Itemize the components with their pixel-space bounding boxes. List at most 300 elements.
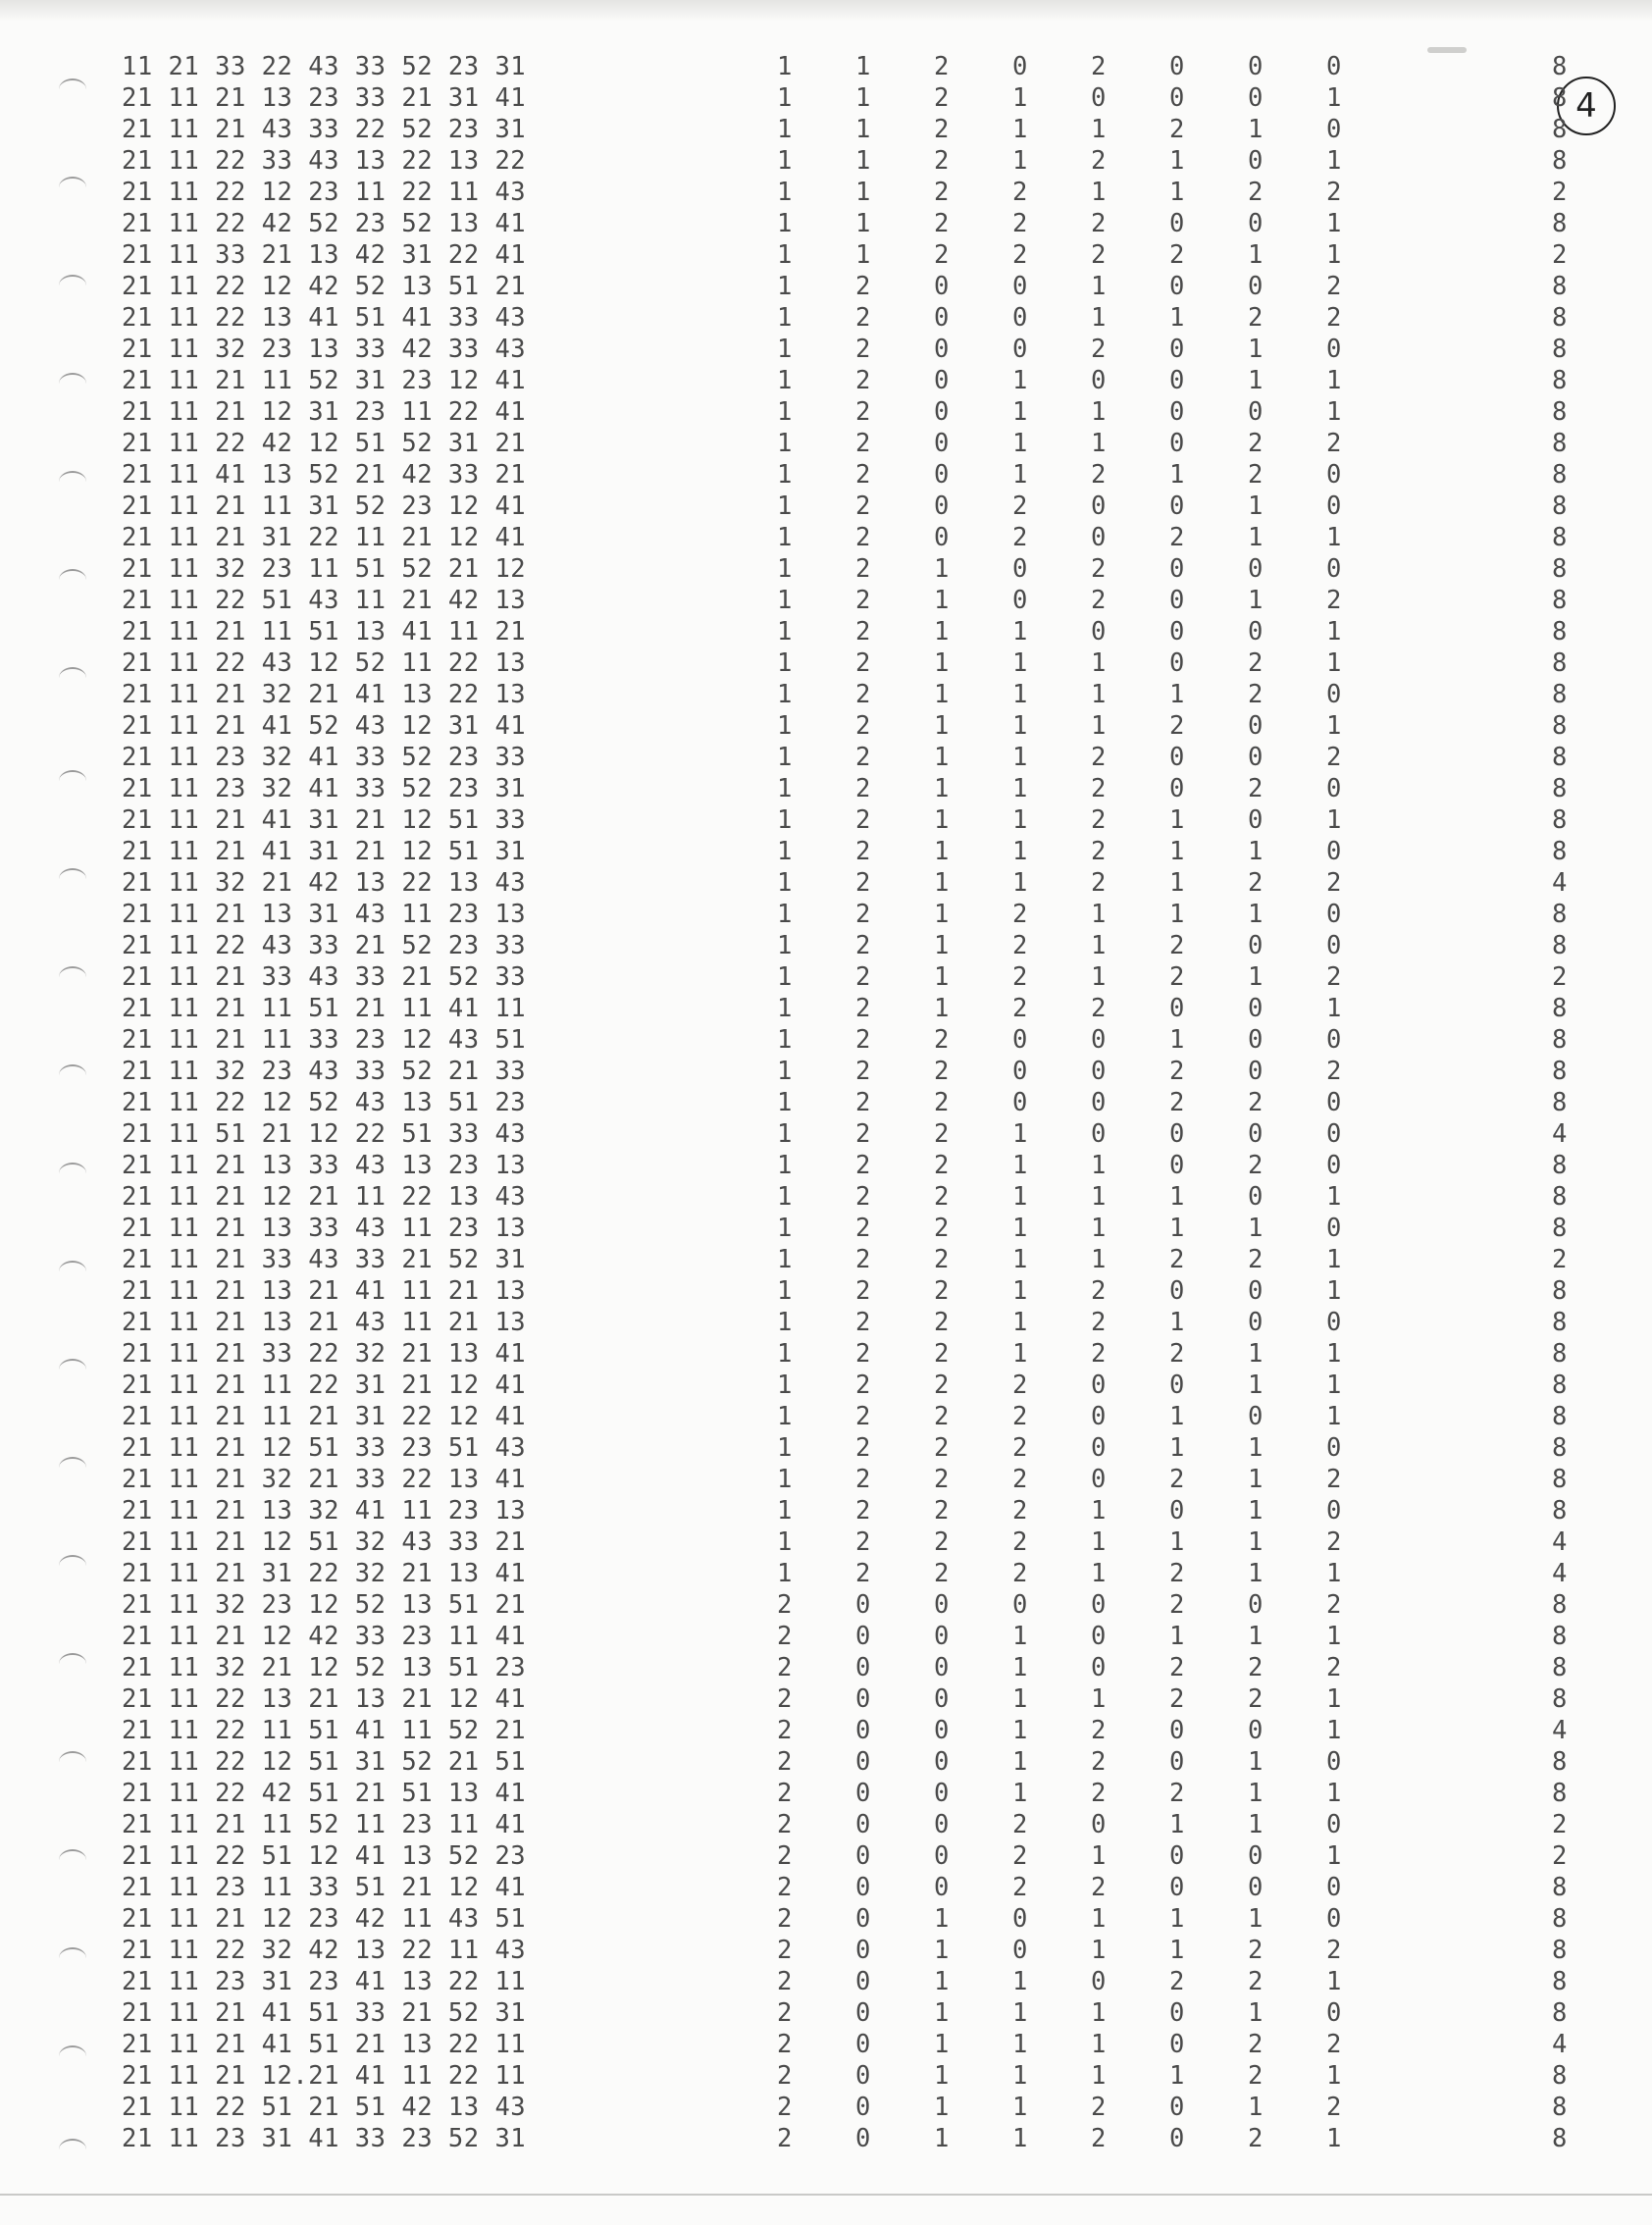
row-codes: 21 11 22 12 51 31 52 21 51 — [122, 1747, 527, 1777]
row-group-value: 1 — [777, 711, 793, 741]
row-group-value: 0 — [1169, 1496, 1185, 1526]
table-row — [122, 334, 1591, 365]
row-codes: 21 11 21 32 21 33 22 13 41 — [122, 1465, 527, 1494]
row-group-value: 2 — [777, 1716, 793, 1745]
row-codes: 21 11 32 23 13 33 42 33 43 — [122, 335, 527, 364]
row-group-value: 0 — [1326, 837, 1342, 866]
table-row — [122, 2123, 1591, 2154]
row-group-value: 0 — [934, 303, 950, 333]
row-group-value: 1 — [1326, 1276, 1342, 1306]
row-group-value: 0 — [934, 1747, 950, 1777]
row-group-value: 2 — [855, 1465, 871, 1494]
row-score: 8 — [1552, 1025, 1568, 1055]
row-score: 8 — [1552, 115, 1568, 144]
row-group-value: 1 — [777, 1057, 793, 1086]
row-codes: 21 11 21 12.21 41 11 22 11 — [122, 2061, 527, 2091]
row-score: 4 — [1552, 1119, 1568, 1149]
row-group-value: 0 — [1012, 554, 1028, 584]
row-group-value: 2 — [934, 1182, 950, 1212]
row-group-value: 2 — [934, 1057, 950, 1086]
row-group-value: 0 — [1169, 1151, 1185, 1180]
row-group-value: 2 — [934, 1245, 950, 1274]
row-group-value: 1 — [1326, 1622, 1342, 1651]
row-group-value: 1 — [1012, 837, 1028, 866]
row-group-value: 0 — [934, 1716, 950, 1745]
row-group-value: 0 — [855, 1684, 871, 1714]
row-spacer — [1405, 1150, 1552, 1181]
row-spacer — [1405, 428, 1552, 459]
row-group-value: 1 — [1012, 1339, 1028, 1369]
row-group-value: 1 — [1091, 711, 1107, 741]
row-group-value: 2 — [1091, 52, 1107, 81]
table-row — [122, 1683, 1591, 1715]
row-group-value: 2 — [1169, 1057, 1185, 1086]
row-score: 8 — [1552, 209, 1568, 238]
table-row — [122, 1244, 1591, 1275]
row-group-value: 0 — [934, 1873, 950, 1902]
row-spacer — [1405, 961, 1552, 993]
row-group-value: 1 — [1091, 1904, 1107, 1934]
row-spacer — [1405, 1495, 1552, 1526]
row-group-value: 1 — [777, 617, 793, 647]
row-group-value: 0 — [1248, 1841, 1264, 1871]
row-group-value: 2 — [1169, 240, 1185, 270]
row-group-value: 0 — [1248, 1873, 1264, 1902]
row-group-value: 2 — [1326, 2093, 1342, 2122]
row-spacer — [1405, 1840, 1552, 1872]
row-score: 8 — [1552, 805, 1568, 835]
row-group-value: 1 — [1248, 1622, 1264, 1651]
row-score: 8 — [1552, 1276, 1568, 1306]
row-group-value: 1 — [1326, 2061, 1342, 2091]
row-group-value: 1 — [777, 1339, 793, 1369]
row-group-value: 0 — [1248, 711, 1264, 741]
row-group-value: 1 — [1248, 1496, 1264, 1526]
row-group-value: 1 — [777, 492, 793, 521]
row-group-value: 0 — [1169, 617, 1185, 647]
row-group-value: 1 — [934, 617, 950, 647]
row-group-value: 0 — [934, 492, 950, 521]
row-group-value: 1 — [777, 1151, 793, 1180]
row-codes: 21 11 41 13 52 21 42 33 21 — [122, 460, 527, 490]
row-group-value: 2 — [1091, 2124, 1107, 2153]
row-group-value: 1 — [1091, 931, 1107, 960]
row-score: 2 — [1552, 962, 1568, 992]
row-group-value: 2 — [934, 1151, 950, 1180]
table-row — [122, 1840, 1591, 1872]
row-group-value: 0 — [1091, 366, 1107, 395]
row-group-value: 1 — [777, 868, 793, 898]
row-group-value: 1 — [1091, 1841, 1107, 1871]
punch-hole-icon — [59, 1457, 86, 1478]
row-group-value: 0 — [1248, 994, 1264, 1023]
table-row — [122, 679, 1591, 710]
row-codes: 21 11 22 51 43 11 21 42 13 — [122, 586, 527, 615]
table-row — [122, 1024, 1591, 1056]
row-group-value: 2 — [1091, 1276, 1107, 1306]
row-group-value: 1 — [1326, 1684, 1342, 1714]
row-group-value: 2 — [855, 303, 871, 333]
row-group-value: 0 — [1169, 554, 1185, 584]
row-group-value: 2 — [1326, 1465, 1342, 1494]
row-group-value: 1 — [777, 52, 793, 81]
row-group-value: 2 — [1091, 146, 1107, 176]
row-group-value: 1 — [777, 994, 793, 1023]
row-group-value: 2 — [855, 335, 871, 364]
row-spacer — [1405, 396, 1552, 428]
row-group-value: 2 — [934, 1088, 950, 1117]
row-spacer — [1405, 1087, 1552, 1118]
row-group-value: 1 — [777, 774, 793, 803]
row-group-value: 1 — [1012, 1716, 1028, 1745]
row-spacer — [1405, 1275, 1552, 1307]
row-codes: 21 11 21 13 33 43 11 23 13 — [122, 1214, 527, 1243]
table-row — [122, 710, 1591, 742]
row-codes: 21 11 21 41 51 21 13 22 11 — [122, 2030, 527, 2059]
table-row — [122, 1181, 1591, 1213]
row-group-value: 2 — [934, 1527, 950, 1557]
row-group-value: 2 — [777, 2124, 793, 2153]
table-row — [122, 1401, 1591, 1432]
row-group-value: 0 — [934, 429, 950, 458]
row-group-value: 0 — [1091, 1119, 1107, 1149]
row-group-value: 2 — [1091, 554, 1107, 584]
row-spacer — [1405, 1464, 1552, 1495]
row-group-value: 1 — [1091, 648, 1107, 678]
table-row — [122, 1903, 1591, 1935]
row-group-value: 0 — [934, 1779, 950, 1808]
row-group-value: 1 — [777, 1402, 793, 1431]
row-group-value: 2 — [1248, 1088, 1264, 1117]
row-group-value: 2 — [934, 1559, 950, 1588]
row-group-value: 1 — [1091, 1998, 1107, 2028]
row-group-value: 1 — [1012, 617, 1028, 647]
row-group-value: 2 — [1248, 2030, 1264, 2059]
row-group-value: 1 — [1091, 1559, 1107, 1588]
row-group-value: 0 — [1326, 1810, 1342, 1839]
row-group-value: 1 — [777, 178, 793, 207]
row-spacer — [1405, 1621, 1552, 1652]
row-group-value: 1 — [1248, 1527, 1264, 1557]
row-group-value: 0 — [1248, 554, 1264, 584]
punch-hole-icon — [59, 78, 86, 100]
row-group-value: 2 — [855, 617, 871, 647]
row-group-value: 1 — [1012, 711, 1028, 741]
row-group-value: 1 — [1326, 1371, 1342, 1400]
row-score: 8 — [1552, 460, 1568, 490]
row-group-value: 2 — [934, 1433, 950, 1463]
row-group-value: 2 — [1248, 1684, 1264, 1714]
row-codes: 21 11 22 51 12 41 13 52 23 — [122, 1841, 527, 1871]
row-group-value: 2 — [1169, 1245, 1185, 1274]
row-group-value: 2 — [1169, 931, 1185, 960]
row-group-value: 1 — [855, 209, 871, 238]
row-group-value: 0 — [1169, 994, 1185, 1023]
row-group-value: 1 — [1248, 1371, 1264, 1400]
row-group-value: 0 — [1091, 1433, 1107, 1463]
row-group-value: 2 — [1091, 1339, 1107, 1369]
row-group-value: 0 — [1326, 680, 1342, 709]
row-group-value: 2 — [777, 1810, 793, 1839]
row-group-value: 1 — [1248, 1214, 1264, 1243]
row-group-value: 1 — [1169, 1433, 1185, 1463]
row-group-value: 1 — [934, 680, 950, 709]
row-group-value: 0 — [1012, 1936, 1028, 1965]
table-row — [122, 1370, 1591, 1401]
row-codes: 21 11 23 32 41 33 52 23 31 — [122, 774, 527, 803]
row-group-value: 0 — [934, 272, 950, 301]
row-group-value: 2 — [934, 209, 950, 238]
row-group-value: 1 — [1091, 1496, 1107, 1526]
row-codes: 21 11 21 11 31 52 23 12 41 — [122, 492, 527, 521]
row-group-value: 1 — [1326, 1967, 1342, 1996]
row-group-value: 2 — [855, 837, 871, 866]
row-group-value: 1 — [1091, 397, 1107, 427]
row-group-value: 1 — [777, 586, 793, 615]
row-score: 8 — [1552, 617, 1568, 647]
row-group-value: 0 — [1169, 335, 1185, 364]
row-group-value: 1 — [1012, 1276, 1028, 1306]
row-group-value: 1 — [1012, 2030, 1028, 2059]
table-row — [122, 522, 1591, 553]
row-group-value: 0 — [934, 460, 950, 490]
row-group-value: 1 — [934, 868, 950, 898]
row-score: 8 — [1552, 648, 1568, 678]
punch-hole-icon — [59, 1163, 86, 1184]
row-group-value: 0 — [855, 2061, 871, 2091]
row-group-value: 1 — [1169, 178, 1185, 207]
row-group-value: 0 — [934, 1810, 950, 1839]
row-group-value: 2 — [1248, 303, 1264, 333]
row-spacer — [1405, 1966, 1552, 1997]
row-group-value: 1 — [777, 1276, 793, 1306]
row-group-value: 2 — [855, 1057, 871, 1086]
row-codes: 21 11 21 11 33 23 12 43 51 — [122, 1025, 527, 1055]
row-codes: 21 11 21 13 23 33 21 31 41 — [122, 83, 527, 113]
row-group-value: 2 — [855, 931, 871, 960]
table-row — [122, 396, 1591, 428]
row-group-value: 0 — [1169, 429, 1185, 458]
row-group-value: 0 — [1326, 900, 1342, 929]
row-group-value: 1 — [1012, 1747, 1028, 1777]
row-group-value: 1 — [1169, 1622, 1185, 1651]
row-group-value: 1 — [1169, 1904, 1185, 1934]
row-group-value: 2 — [1012, 1402, 1028, 1431]
row-spacer — [1405, 1935, 1552, 1966]
row-group-value: 0 — [1326, 554, 1342, 584]
row-group-value: 1 — [1326, 711, 1342, 741]
row-group-value: 1 — [1091, 178, 1107, 207]
row-group-value: 1 — [934, 1936, 950, 1965]
row-group-value: 1 — [777, 429, 793, 458]
table-row — [122, 1118, 1591, 1150]
punch-hole-icon — [59, 1359, 86, 1380]
row-codes: 21 11 21 13 32 41 11 23 13 — [122, 1496, 527, 1526]
row-group-value: 1 — [1169, 837, 1185, 866]
row-score: 8 — [1552, 146, 1568, 176]
row-spacer — [1405, 2029, 1552, 2060]
row-spacer — [1405, 1118, 1552, 1150]
row-score: 8 — [1552, 1151, 1568, 1180]
row-spacer — [1405, 177, 1552, 208]
row-group-value: 0 — [1012, 1025, 1028, 1055]
row-group-value: 1 — [1169, 1810, 1185, 1839]
row-spacer — [1405, 365, 1552, 396]
row-codes: 21 11 22 13 41 51 41 33 43 — [122, 303, 527, 333]
row-group-value: 2 — [855, 774, 871, 803]
row-group-value: 2 — [1326, 272, 1342, 301]
row-group-value: 0 — [855, 2030, 871, 2059]
row-group-value: 2 — [934, 146, 950, 176]
row-group-value: 1 — [1248, 492, 1264, 521]
row-score: 8 — [1552, 1747, 1568, 1777]
table-row — [122, 2029, 1591, 2060]
row-group-value: 0 — [934, 366, 950, 395]
row-group-value: 1 — [1012, 774, 1028, 803]
row-score: 8 — [1552, 1967, 1568, 1996]
row-group-value: 1 — [1326, 1841, 1342, 1871]
row-group-value: 0 — [1326, 52, 1342, 81]
row-group-value: 2 — [934, 1465, 950, 1494]
row-score: 8 — [1552, 931, 1568, 960]
row-group-value: 0 — [1012, 52, 1028, 81]
row-score: 8 — [1552, 1339, 1568, 1369]
row-group-value: 2 — [855, 1527, 871, 1557]
row-group-value: 1 — [1326, 1559, 1342, 1588]
row-group-value: 1 — [1091, 1182, 1107, 1212]
row-group-value: 2 — [1091, 240, 1107, 270]
row-group-value: 2 — [855, 397, 871, 427]
row-score: 8 — [1552, 1308, 1568, 1337]
row-codes: 21 11 51 21 12 22 51 33 43 — [122, 1119, 527, 1149]
table-row — [122, 177, 1591, 208]
row-group-value: 0 — [1326, 335, 1342, 364]
row-group-value: 0 — [1169, 2093, 1185, 2122]
row-codes: 21 11 21 12 42 33 23 11 41 — [122, 1622, 527, 1651]
row-group-value: 1 — [777, 1025, 793, 1055]
row-group-value: 0 — [1248, 397, 1264, 427]
row-group-value: 2 — [855, 1559, 871, 1588]
row-group-value: 2 — [1012, 994, 1028, 1023]
row-group-value: 1 — [855, 178, 871, 207]
row-group-value: 2 — [855, 523, 871, 552]
row-group-value: 2 — [855, 1119, 871, 1149]
table-row — [122, 1652, 1591, 1683]
row-spacer — [1405, 1903, 1552, 1935]
row-codes: 21 11 22 42 12 51 52 31 21 — [122, 429, 527, 458]
data-table — [122, 51, 1591, 2154]
row-group-value: 2 — [1012, 523, 1028, 552]
row-group-value: 0 — [1326, 1308, 1342, 1337]
row-group-value: 1 — [934, 1904, 950, 1934]
row-group-value: 1 — [777, 272, 793, 301]
row-group-value: 1 — [1012, 868, 1028, 898]
row-group-value: 2 — [1248, 1245, 1264, 1274]
row-spacer — [1405, 1401, 1552, 1432]
row-group-value: 2 — [855, 1339, 871, 1369]
row-group-value: 0 — [1248, 52, 1264, 81]
row-group-value: 0 — [855, 1904, 871, 1934]
row-spacer — [1405, 553, 1552, 585]
row-group-value: 1 — [777, 1245, 793, 1274]
row-spacer — [1405, 1307, 1552, 1338]
row-group-value: 1 — [1012, 1308, 1028, 1337]
row-group-value: 2 — [1169, 1088, 1185, 1117]
row-group-value: 0 — [1169, 1998, 1185, 2028]
row-group-value: 2 — [1248, 680, 1264, 709]
row-group-value: 0 — [934, 1684, 950, 1714]
row-group-value: 1 — [1091, 2061, 1107, 2091]
punch-hole-icon — [59, 373, 86, 394]
row-group-value: 0 — [855, 1779, 871, 1808]
row-group-value: 2 — [1326, 1936, 1342, 1965]
table-row — [122, 1495, 1591, 1526]
row-group-value: 1 — [1012, 1684, 1028, 1714]
row-group-value: 2 — [777, 1653, 793, 1682]
table-row — [122, 1526, 1591, 1558]
row-codes: 21 11 21 32 21 41 13 22 13 — [122, 680, 527, 709]
row-group-value: 1 — [934, 931, 950, 960]
row-group-value: 1 — [1012, 1622, 1028, 1651]
punch-hole-icon — [59, 569, 86, 591]
row-group-value: 0 — [1248, 1057, 1264, 1086]
row-group-value: 0 — [1169, 743, 1185, 772]
table-row — [122, 647, 1591, 679]
row-group-value: 1 — [1091, 900, 1107, 929]
row-group-value: 0 — [855, 1747, 871, 1777]
row-group-value: 1 — [777, 962, 793, 992]
row-group-value: 1 — [777, 115, 793, 144]
table-row — [122, 1307, 1591, 1338]
table-row — [122, 899, 1591, 930]
row-group-value: 1 — [1248, 366, 1264, 395]
row-group-value: 0 — [1326, 1119, 1342, 1149]
row-group-value: 1 — [934, 648, 950, 678]
row-score: 4 — [1552, 1559, 1568, 1588]
table-row — [122, 1997, 1591, 2029]
row-group-value: 2 — [1012, 240, 1028, 270]
row-group-value: 1 — [1012, 2124, 1028, 2153]
row-group-value: 2 — [1012, 962, 1028, 992]
table-row — [122, 302, 1591, 334]
table-row — [122, 1056, 1591, 1087]
row-group-value: 1 — [1169, 868, 1185, 898]
row-group-value: 2 — [1326, 1653, 1342, 1682]
row-score: 8 — [1552, 1496, 1568, 1526]
row-group-value: 2 — [855, 900, 871, 929]
row-group-value: 1 — [1091, 1151, 1107, 1180]
table-row — [122, 553, 1591, 585]
row-group-value: 1 — [934, 1967, 950, 1996]
row-spacer — [1405, 742, 1552, 773]
row-group-value: 2 — [1169, 115, 1185, 144]
row-group-value: 0 — [1248, 1402, 1264, 1431]
row-group-value: 2 — [1012, 931, 1028, 960]
row-group-value: 0 — [855, 1967, 871, 1996]
row-spacer — [1405, 1872, 1552, 1903]
row-group-value: 2 — [855, 711, 871, 741]
row-group-value: 0 — [1248, 617, 1264, 647]
row-group-value: 0 — [1091, 83, 1107, 113]
row-group-value: 1 — [1326, 2124, 1342, 2153]
table-row — [122, 616, 1591, 647]
row-group-value: 1 — [1248, 240, 1264, 270]
row-group-value: 1 — [1326, 648, 1342, 678]
row-group-value: 0 — [1169, 366, 1185, 395]
row-score: 8 — [1552, 1088, 1568, 1117]
row-codes: 11 21 33 22 43 33 52 23 31 — [122, 52, 527, 81]
row-codes: 21 11 21 33 43 33 21 52 33 — [122, 962, 527, 992]
